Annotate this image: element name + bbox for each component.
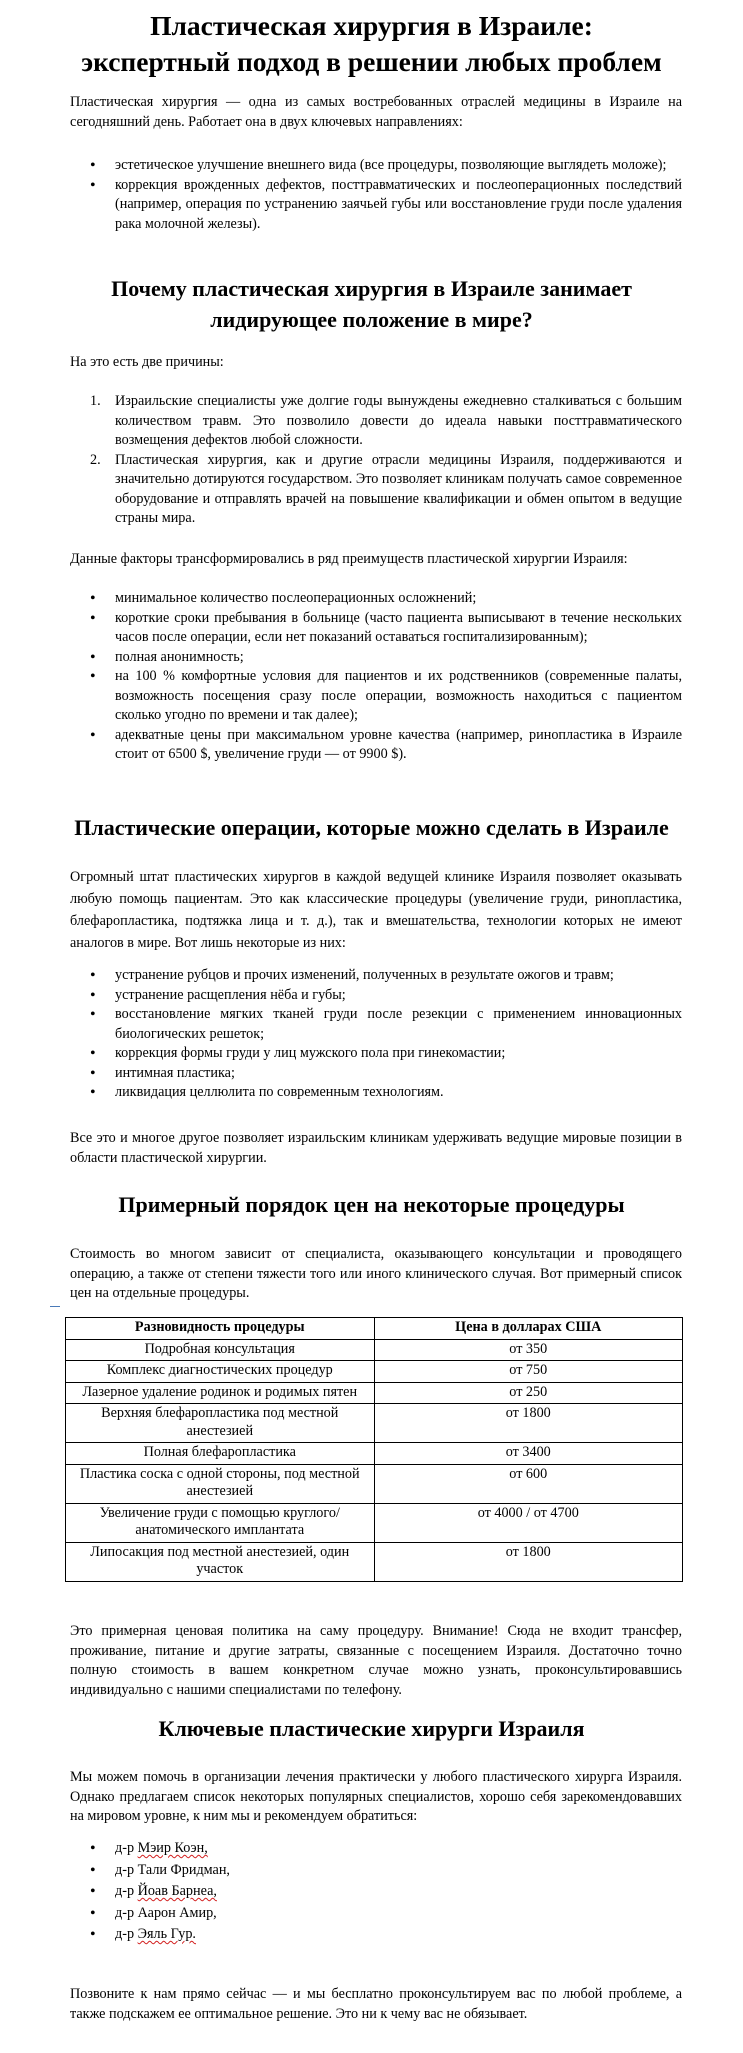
price-cell: от 750 (374, 1361, 683, 1383)
list-item: Израильские специалисты уже долгие годы вынуждены ежедневно сталкиваться с большим количеством травм. Это позволило довести до идеала навыки посттравматического возмещения дефектов любой сложности. (115, 393, 682, 448)
operations-list (70, 966, 682, 1103)
table-row (66, 1404, 683, 1443)
advantages-list (70, 589, 682, 765)
list-item: • на 100 % комфортные условия для пациентов и их родственников (современные палаты, возможность посещения сразу после операции, возможность находиться с пациентом сколько угодно по времени и так далее); (70, 667, 682, 726)
why-lead: На это есть две причины: (70, 354, 224, 370)
price-cell: от 250 (374, 1382, 683, 1404)
list-item: • восстановление мягких тканей груди после резекции с применением инновационных биологических решеток; (70, 1005, 682, 1044)
anchor-marker (50, 1306, 60, 1307)
list-item: • коррекция врожденных дефектов, посттравматических и послеоперационных последствий (например, операция по устранению заячьей губы или восстановление груди после удаления рака молочной железы). (70, 176, 682, 235)
doctor-prefix: д-р (115, 1883, 135, 1899)
why-heading-line-2: лидирующее положение в мире? (210, 307, 533, 332)
doctor-prefix: д-р (115, 1861, 135, 1878)
column-header: Цена в долларах США (374, 1318, 683, 1340)
surgeon-name: Эяль Гур. (137, 1926, 196, 1942)
why-heading-line-1: Почему пластическая хирургия в Израиле занимает (111, 276, 632, 301)
doctor-prefix: д-р (115, 1926, 135, 1942)
procedure-cell: Увеличение груди с помощью круглого/анатомического имплантата (66, 1503, 375, 1542)
list-item (70, 1881, 682, 1903)
operations-heading: Пластические операции, которые можно сделать в Израиле (74, 815, 669, 840)
surgeons-paragraph: Мы можем помочь в организации лечения практически у любого пластического хирурга Израиля. Однако предлагаем список некоторых популярных специалистов, хорошо себя зарекомендовавших на мировом уровне, к ним мы и рекомендуем обратиться: (70, 1769, 682, 1824)
list-item: • ликвидация целлюлита по современным технологиям. (70, 1083, 682, 1103)
list-item (70, 1924, 682, 1946)
procedure-cell: Лазерное удаление родинок и родимых пятен (66, 1382, 375, 1404)
final-paragraph: Позвоните к нам прямо сейчас — и мы бесплатно проконсультируем вас по любой проблеме, а также подскажем ее оптимальное решение. Это ни к чему вас не обязывает. (70, 1986, 682, 2022)
table-row (66, 1339, 683, 1361)
surgeon-name: Аарон Амир, (137, 1904, 217, 1921)
intro-paragraph: Пластическая хирургия — одна из самых востребованных отраслей медицины в Израиле на сегодняшний день. Работает она в двух ключевых направлениях: (70, 94, 682, 130)
surgeons-list (70, 1838, 682, 1946)
surgeons-heading: Ключевые пластические хирурги Израиля (158, 1716, 585, 1741)
doctor-prefix: д-р (115, 1904, 135, 1921)
list-item (70, 1860, 682, 1882)
column-header: Разновидность процедуры (66, 1318, 375, 1340)
prices-note: Это примерная ценовая политика на саму процедуру. Внимание! Сюда не входит трансфер, проживание, питание и другие затраты, связанные с посещением Израиля. Достаточно точно полную стоимость в вашем конкретном случае можно узнать, проконсультировавшись индивидуально с нашими специалистами по телефону. (70, 1623, 682, 1698)
procedure-cell: Подробная консультация (66, 1339, 375, 1361)
price-cell: от 600 (374, 1464, 683, 1503)
list-item: • эстетическое улучшение внешнего вида (все процедуры, позволяющие выглядеть моложе); (70, 156, 682, 176)
surgeon-name: Мэир Коэн, (137, 1840, 208, 1856)
list-item: • устранение расщепления нёба и губы; (70, 986, 682, 1006)
title-line-1: Пластическая хирургия в Израиле: (150, 10, 593, 41)
procedure-cell: Пластика соска с одной стороны, под местной анестезией (66, 1464, 375, 1503)
prices-heading: Примерный порядок цен на некоторые процедуры (118, 1192, 625, 1217)
list-item (70, 1903, 682, 1925)
list-item: • короткие сроки пребывания в больнице (часто пациента выписывают в течение нескольких часов после операции, если нет показаний оставаться госпитализированным); (70, 609, 682, 648)
advantages-lead: Данные факторы трансформировались в ряд преимуществ пластической хирургии Израиля: (70, 551, 628, 567)
price-cell: от 1800 (374, 1404, 683, 1443)
list-item: • устранение рубцов и прочих изменений, полученных в результате ожогов и травм; (70, 966, 682, 986)
operations-closing: Все это и многое другое позволяет израильским клиникам удерживать ведущие мировые позиции в области пластической хирургии. (70, 1130, 682, 1166)
list-item: Пластическая хирургия, как и другие отрасли медицины Израиля, поддерживаются и значительно дотируются государством. Это позволяет клиникам получать самое современное оборудование и отправлять врачей на повышение квалификации и обмен опытом в ведущие страны мира. (115, 451, 682, 526)
procedure-cell: Полная блефаропластика (66, 1443, 375, 1465)
list-item: • интимная пластика; (70, 1064, 682, 1084)
surgeon-name: Йоав Барнеа, (137, 1883, 217, 1899)
intro-list (70, 156, 682, 234)
price-cell: от 1800 (374, 1542, 683, 1581)
reasons-list (70, 392, 682, 529)
list-item: • коррекция формы груди у лиц мужского пола при гинекомастии; (70, 1044, 682, 1064)
doctor-prefix: д-р (115, 1840, 135, 1856)
price-table (65, 1317, 683, 1582)
table-row (66, 1361, 683, 1383)
table-row (66, 1443, 683, 1465)
list-item: • адекватные цены при максимальном уровне качества (например, ринопластика в Израиле стоит от 6500 $, увеличение груди — от 9900 $). (70, 726, 682, 765)
operations-paragraph: Огромный штат пластических хирургов в каждой ведущей клинике Израиля позволяет оказывать любую помощь пациентам. Это как классические процедуры (увеличение груди, ринопластика, блефаропластика, подтяжка лица и т. д.), так и вмешательства, технологии которых не имеют аналогов в мире. Вот лишь некоторые из них: (70, 869, 682, 951)
table-row (66, 1542, 683, 1581)
table-row (66, 1503, 683, 1542)
price-cell: от 4000 / от 4700 (374, 1503, 683, 1542)
procedure-cell: Липосакция под местной анестезией, один участок (66, 1542, 375, 1581)
list-item: • полная анонимность; (70, 648, 682, 668)
table-row (66, 1382, 683, 1404)
list-item: • минимальное количество послеоперационных осложнений; (70, 589, 682, 609)
surgeon-name: Тали Фридман, (137, 1861, 230, 1878)
page-title (0, 8, 743, 80)
list-item (70, 1838, 682, 1860)
why-heading (0, 273, 743, 335)
table-header-row (66, 1318, 683, 1340)
prices-paragraph: Стоимость во многом зависит от специалиста, оказывающего консультации и проводящего операцию, а также от степени тяжести того или иного клинического случая. Вот примерный список цен на отдельные процедуры. (70, 1246, 682, 1301)
price-cell: от 350 (374, 1339, 683, 1361)
procedure-cell: Комплекс диагностических процедур (66, 1361, 375, 1383)
table-row (66, 1464, 683, 1503)
price-cell: от 3400 (374, 1443, 683, 1465)
procedure-cell: Верхняя блефаропластика под местной анестезией (66, 1404, 375, 1443)
title-line-2: экспертный подход в решении любых проблем (81, 46, 662, 77)
